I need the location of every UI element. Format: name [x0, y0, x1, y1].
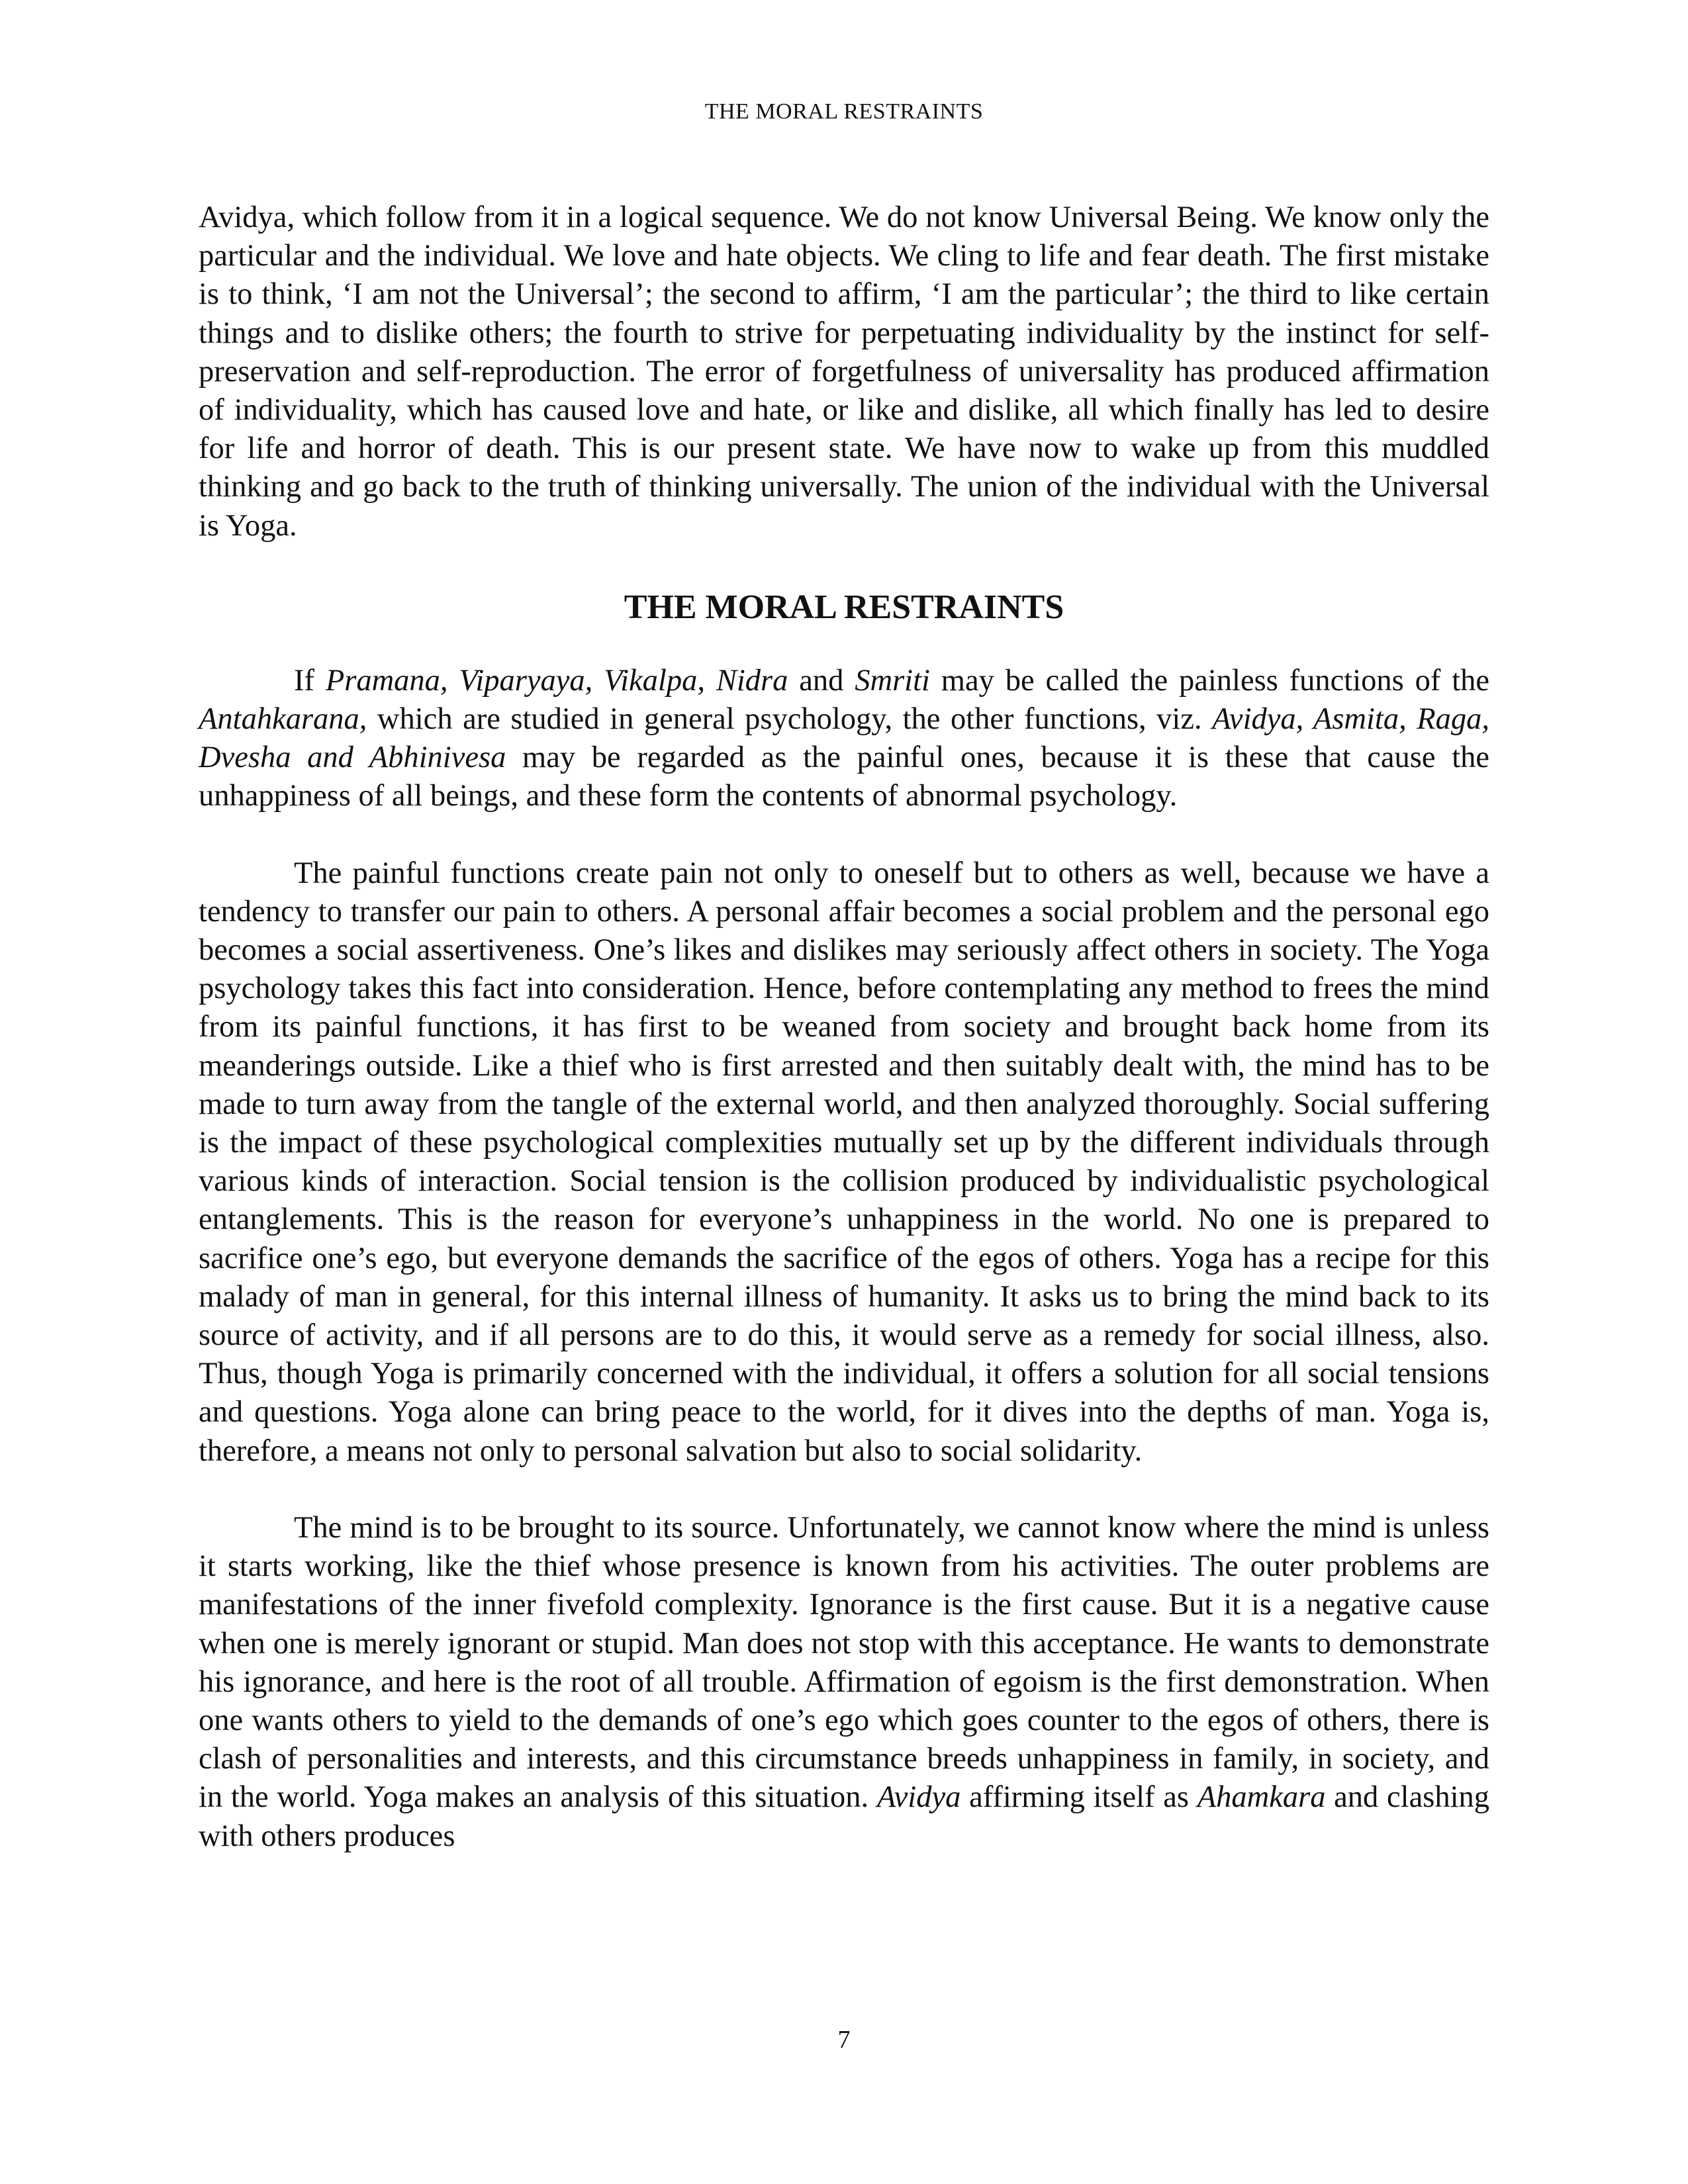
- text-run: affirming itself as: [961, 1780, 1197, 1815]
- text-run: The mind is to be brought to its source. Unfortunately, we cannot know where the mind is unless it starts working, like the thief whose presence is known from his activities. The outer problems are manifestations of the inner fivefold complexity. Ignorance is the first cause. But it is a negative cause when one is merely ignorant or stupid. Man does not stop with this acceptance. He wants to demonstrate his ignorance, and here is the root of all trouble. Affirmation of egoism is the first demonstration. When one wants others to yield to the demands of one’s ego which goes counter to the egos of others, there is clash of personalities and interests, and this circumstance breeds unhappiness in family, in society, and in the world. Yoga makes an analysis of this situation.: [199, 1510, 1489, 1815]
- italic-term: Antahkarana,: [199, 702, 367, 737]
- paragraph-mind-source: [199, 1509, 1489, 1856]
- italic-term: Ahamkara: [1197, 1780, 1326, 1815]
- italic-term: Smriti: [855, 663, 930, 698]
- section-title: THE MORAL RESTRAINTS: [624, 588, 1064, 626]
- text-run: If: [294, 663, 326, 698]
- text-run: may be regarded as the painful ones, because it is these that cause the unhappiness of all beings, and these form the contents of abnormal psychology.: [199, 741, 1490, 813]
- page-body: [199, 199, 1489, 1856]
- italic-term: Pramana, Viparyaya, Vikalpa, Nidra: [325, 663, 788, 698]
- paragraph-continuation: Avidya, which follow from it in a logical sequence. We do not know Universal Being. We know only the particular and the individual. We love and hate objects. We cling to life and fear death. The first mistake is to think, ‘I am not the Universal’; the second to affirm, ‘I am the particular’; the third to like certain things and to dislike others; the fourth to strive for perpetuating individuality by the instinct for self-preservation and self-reproduction. The error of forgetfulness of universality has produced affirmation of individuality, which has caused love and hate, or like and dislike, all which finally has led to desire for life and horror of death. This is our present state. We have now to wake up from this muddled thinking and go back to the truth of thinking universally. The union of the individual with the Universal is Yoga.: [199, 201, 1489, 543]
- page-number: 7: [837, 2026, 851, 2054]
- italic-term: Avidya: [876, 1780, 961, 1815]
- italic-term: Avidya, Asmita, Raga, Dvesha and Abhinivesa: [199, 702, 1489, 775]
- text-run: and: [788, 663, 855, 698]
- text-run: may be called the painless functions of the: [929, 663, 1490, 698]
- text-run: which are studied in general psychology, the other functions, viz.: [367, 702, 1213, 737]
- paragraph-painless-functions: [199, 662, 1489, 816]
- running-header: THE MORAL RESTRAINTS: [704, 99, 984, 124]
- text-run: and clashing with others produces: [199, 1780, 1489, 1853]
- paragraph-painful-functions: The painful functions create pain not only to oneself but to others as well, because we have a tendency to transfer our pain to others. A personal affair becomes a social problem and the personal ego becomes a social assertiveness. One’s likes and dislikes may seriously affect others in society. The Yoga psychology takes this fact into consideration. Hence, before contemplating any method to frees the mind from its painful functions, it has first to be weaned from society and brought back home from its meanderings outside. Like a thief who is first arrested and then suitably dealt with, the mind has to be made to turn away from the tangle of the external world, and then analyzed thoroughly. Social suffering is the impact of these psychological complexities mutually set up by the different individuals through various kinds of interaction. Social tension is the collision produced by individualistic psychological entanglements. This is the reason for everyone’s unhappiness in the world. No one is prepared to sacrifice one’s ego, but everyone demands the sacrifice of the egos of others. Yoga has a recipe for this malady of man in general, for this internal illness of humanity. It asks us to bring the mind back to its source of activity, and if all persons are to do this, it would serve as a remedy for social illness, also. Thus, though Yoga is primarily concerned with the individual, it offers a solution for all social tensions and questions. Yoga alone can bring peace to the world, for it dives into the depths of man. Yoga is, therefore, a means not only to personal salvation but also to social solidarity.: [199, 856, 1489, 1468]
